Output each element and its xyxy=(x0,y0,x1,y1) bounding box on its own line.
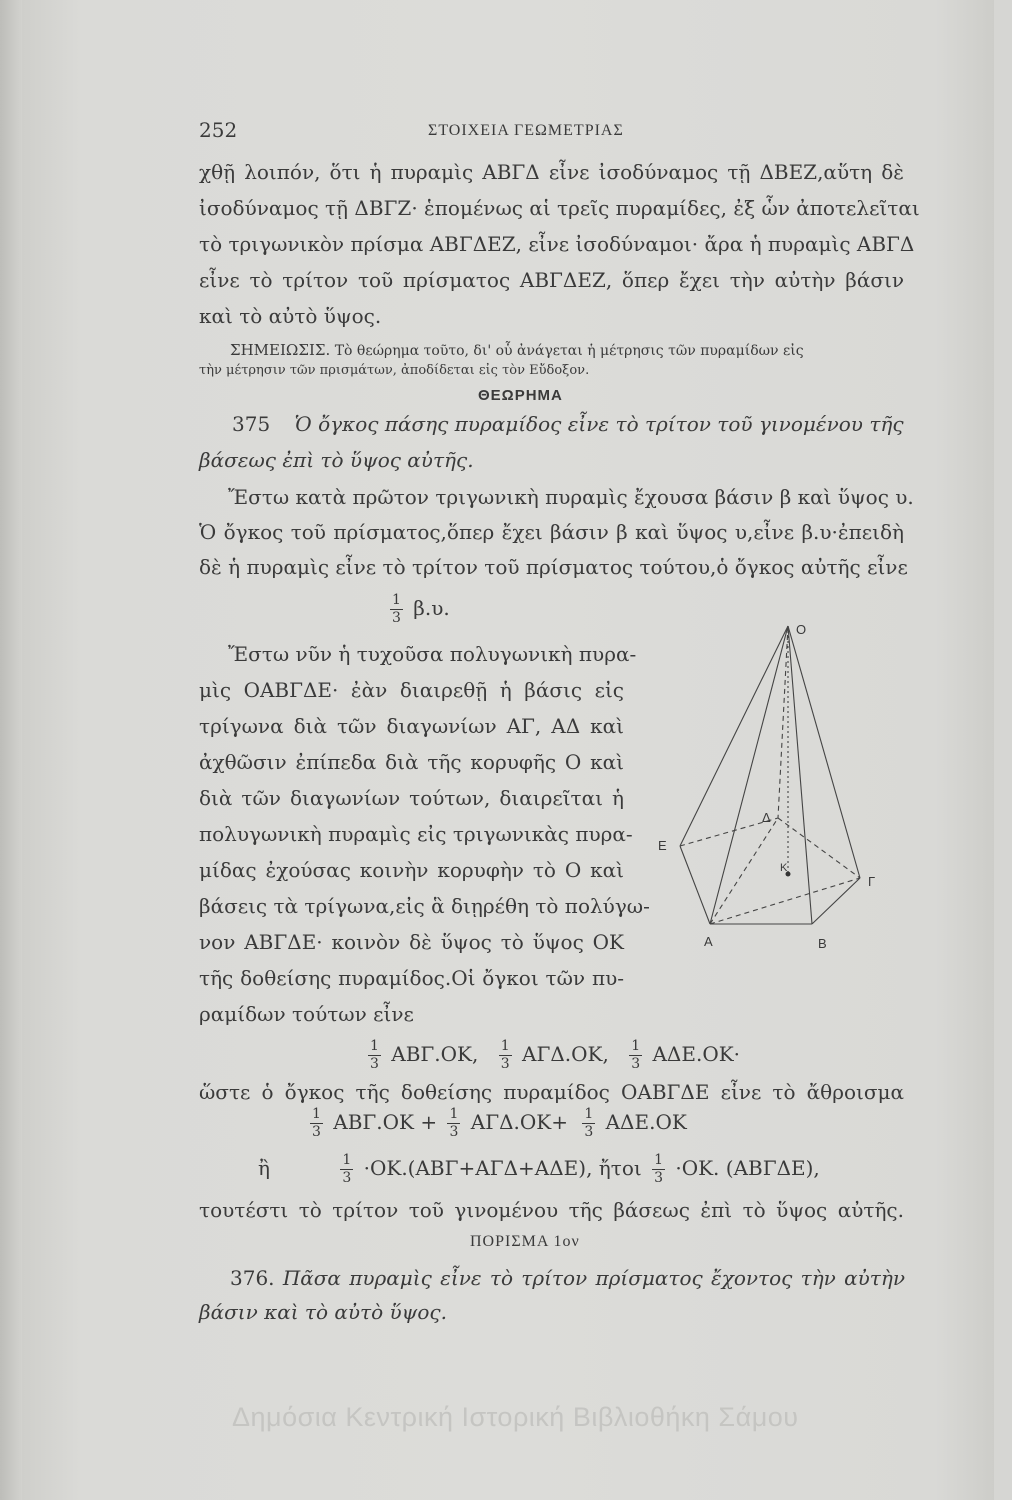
intro-line-2: ἰσοδύναμος τῇ ΔΒΓΖ· ἑπομένως αἱ τρεῖς πυραμίδες, ἐξ ὧν ἀποτελεῖται xyxy=(199,196,920,220)
running-title: ΣΤΟΙΧΕΙΑ ΓΕΩΜΕΤΡΙΑΣ xyxy=(428,122,624,139)
pyramid-figure xyxy=(650,612,890,972)
narrow-line-1: Ἔστω νῦν ἡ τυχοῦσα πολυγωνικὴ πυρα- xyxy=(228,642,637,666)
edge-OG xyxy=(788,626,860,878)
narrow-line-5: διὰ τῶν διαγωνίων τούτων, διαιρεῖται ἡ xyxy=(199,786,624,810)
formula-bu: β.υ. xyxy=(413,596,450,620)
corollary-text-1: Πᾶσα πυραμὶς εἶνε τὸ τρίτον πρίσματος ἔχοντος τὴν αὐτὴν xyxy=(282,1266,905,1290)
theorem-number: 375 xyxy=(232,412,271,436)
label-A: A xyxy=(704,934,713,949)
proof-line-1: Ἔστω κατὰ πρῶτον τριγωνικὴ πυραμὶς ἔχουσα βάσιν β καὶ ὕψος υ. xyxy=(228,485,914,509)
narrow-line-3: τρίγωνα διὰ τῶν διαγωνίων ΑΓ, ΑΔ καὶ xyxy=(199,714,624,738)
page-number: 252 xyxy=(199,118,238,142)
narrow-line-11: ραμίδων τούτων εἶνε xyxy=(199,1002,414,1026)
narrow-line-8: βάσεις τὰ τρίγωνα,εἰς ἃ διῃρέθη τὸ πολύγω- xyxy=(199,894,650,918)
narrow-line-7: μίδας ἐχούσας κοινὴν κορυφὴν τὸ Ο καὶ xyxy=(199,858,624,882)
formula-volumes: $\frac{1}{3}$ ΑΒΓ.ΟΚ, $\frac{1}{3}$ ΑΓΔ.ΟΚ, $\frac{1}{3}$ ΑΔΕ.ΟΚ· xyxy=(370,1038,741,1072)
note-line-1 xyxy=(230,341,804,359)
formula-factored: ἢ $\frac{1}{3}$ ·ΟΚ.(ΑΒΓ+ΑΓΔ+ΑΔΕ), ἤτοι $\frac{1}{3}$ ·ΟΚ. (ΑΒΓΔΕ), xyxy=(258,1152,820,1186)
label-Delta: Δ xyxy=(762,810,771,825)
narrow-line-4: ἀχθῶσιν ἐπίπεδα διὰ τῆς κορυφῆς Ο καὶ xyxy=(199,750,624,774)
edge-OA xyxy=(710,626,788,924)
intro-line-4: εἶνε τὸ τρίτον τοῦ πρίσματος ΑΒΓΔΕΖ, ὅπερ ἔχει τὴν αὐτὴν βάσιν xyxy=(199,268,904,292)
theorem-line-1 xyxy=(232,412,904,436)
diag-AG xyxy=(710,878,860,924)
label-Gamma: Γ xyxy=(868,874,876,889)
conclusion-line: τουτέστι τὸ τρίτον τοῦ γινομένου τῆς βάσεως ἐπὶ τὸ ὕψος αὐτῆς. xyxy=(199,1198,904,1222)
sum-line: ὥστε ὁ ὄγκος τῆς δοθείσης πυραμίδος ΟΑΒΓΔΕ εἶνε τὸ ἄθροισμα xyxy=(199,1080,904,1104)
proof-line-3: δὲ ἡ πυραμὶς εἶνε τὸ τρίτον τοῦ πρίσματος τούτου,ὁ ὄγκος αὐτῆς εἶνε xyxy=(199,555,908,579)
proof-line-2: Ὁ ὄγκος τοῦ πρίσματος,ὅπερ ἔχει βάσιν β καὶ ὕψος υ,εἶνε β.υ·ἐπειδὴ xyxy=(199,520,904,544)
intro-line-5: καὶ τὸ αὐτὸ ὕψος. xyxy=(199,304,382,328)
note-line-2: τὴν μέτρησιν τῶν πρισμάτων, ἀποδίδεται εἰς τὸν Εὔδοξον. xyxy=(199,363,590,378)
corollary-line-1 xyxy=(230,1266,905,1290)
book-spine-shadow xyxy=(0,0,22,1500)
label-O: O xyxy=(796,622,807,637)
narrow-line-10: τῆς δοθείσης πυραμίδος.Οἱ ὄγκοι τῶν πυ- xyxy=(199,966,624,990)
theorem-statement-2: βάσεως ἐπὶ τὸ ὕψος αὐτῆς. xyxy=(199,448,474,472)
diag-AD xyxy=(710,818,778,924)
label-E: E xyxy=(658,838,667,853)
intro-line-1: χθῇ λοιπόν, ὅτι ἡ πυραμὶς ΑΒΓΔ εἶνε ἰσοδύναμος τῇ ΔΒΕΖ,αὕτη δὲ xyxy=(199,160,904,184)
corollary-heading: ΠΟΡΙΣΜΑ 1ον xyxy=(470,1233,580,1250)
base-DG xyxy=(778,818,860,878)
base-AE xyxy=(680,846,710,924)
note-label: ΣΗΜΕΙΩΣΙΣ. xyxy=(230,341,331,359)
library-watermark: Δημόσια Κεντρική Ιστορική Βιβλιοθήκη Σάμου xyxy=(232,1402,799,1432)
edge-OB xyxy=(788,626,812,924)
edge-OE xyxy=(680,626,788,846)
intro-line-3: τὸ τριγωνικὸν πρίσμα ΑΒΓΔΕΖ, εἶνε ἰσοδύναμοι· ἄρα ἡ πυραμὶς ΑΒΓΔ xyxy=(199,232,915,256)
theorem-heading: ΘΕΩΡΗΜΑ xyxy=(478,387,563,404)
label-B: B xyxy=(818,936,827,951)
formula-sum: $\frac{1}{3}$ ΑΒΓ.ΟΚ + $\frac{1}{3}$ ΑΓΔ.ΟΚ+ $\frac{1}{3}$ ΑΔΕ.ΟΚ xyxy=(312,1106,687,1140)
label-K: K xyxy=(780,862,788,874)
narrow-line-2: μὶς ΟΑΒΓΔΕ· ἐὰν διαιρεθῇ ἡ βάσις εἰς xyxy=(199,678,624,702)
fraction-one-third: $\frac{1}{3}$ xyxy=(392,592,401,626)
narrow-line-6: πολυγωνικὴ πυραμὶς εἰς τριγωνικὰς πυρα- xyxy=(199,822,633,846)
base-BG xyxy=(812,878,860,924)
theorem-statement-1: Ὁ ὄγκος πάσης πυραμίδος εἶνε τὸ τρίτον τοῦ γινομένου τῆς xyxy=(294,412,904,436)
edge-OD xyxy=(778,626,788,818)
corollary-line-2: βάσιν καὶ τὸ αὐτὸ ὕψος. xyxy=(199,1300,447,1324)
narrow-line-9: νον ΑΒΓΔΕ· κοινὸν δὲ ὕψος τὸ ὕψος ΟΚ xyxy=(199,930,624,954)
corollary-number: 376. xyxy=(230,1266,275,1290)
note-text-1: Τὸ θεώρημα τοῦτο, δι' οὗ ἀνάγεται ἡ μέτρησις τῶν πυραμίδων εἰς xyxy=(334,343,804,359)
formula-one-third-bu xyxy=(386,592,450,627)
